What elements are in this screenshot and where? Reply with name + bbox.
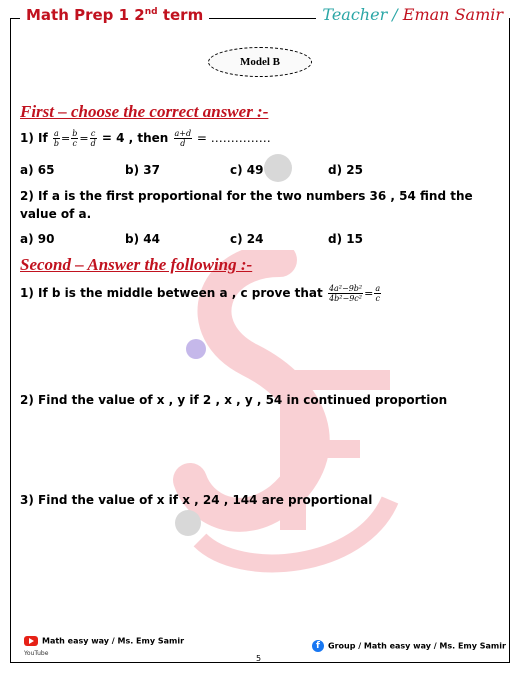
option-d[interactable]: d) 15 bbox=[328, 232, 363, 246]
youtube-channel[interactable]: Math easy way / Ms. Emy Samir bbox=[24, 636, 184, 646]
fraction-a-b: $\frac{a}{b}$ bbox=[53, 129, 59, 148]
page-number: 5 bbox=[256, 654, 262, 663]
youtube-icon bbox=[24, 636, 38, 646]
fraction-ad-d: $\frac{a+d}{d}$ bbox=[174, 129, 192, 148]
gray-dot bbox=[264, 154, 292, 182]
question-2-1: 1) If b is the middle between a , c prove that $\frac{\text{4a²−9b²}}{\text{4b²−9c²}}$ = $\frac{a}{c}$ bbox=[20, 284, 381, 303]
youtube-label: YouTube bbox=[24, 650, 49, 657]
fraction-lhs: $\frac{\text{4a²−9b²}}{\text{4b²−9c²}}$ bbox=[328, 284, 363, 303]
question-1-1: 1) If $\frac{a}{b}$ = $\frac{b}{c}$ = $\frac{c}{d}$ = 4 , then $\frac{a+d}{d}$ = …………… bbox=[20, 129, 271, 148]
question-1-2: 2) If a is the first proportional for the two numbers 36 , 54 find the value of a. bbox=[20, 189, 473, 221]
fraction-b-c: $\frac{b}{c}$ bbox=[72, 129, 78, 148]
option-c[interactable]: c) 49 bbox=[230, 163, 264, 177]
option-b[interactable]: b) 37 bbox=[125, 163, 160, 177]
section-second-title: Second – Answer the following :- bbox=[20, 255, 253, 274]
teacher-name: Teacher / Eman Samir bbox=[316, 5, 509, 24]
fraction-c-d: $\frac{c}{d}$ bbox=[90, 129, 96, 148]
question-2-3: 3) Find the value of x if x , 24 , 144 are proportional bbox=[20, 493, 373, 507]
option-a[interactable]: a) 65 bbox=[20, 163, 55, 177]
fraction-rhs: $\frac{a}{c}$ bbox=[375, 284, 381, 303]
model-badge: Model B bbox=[208, 47, 312, 77]
option-d[interactable]: d) 25 bbox=[328, 163, 363, 177]
option-b[interactable]: b) 44 bbox=[125, 232, 160, 246]
section-first-title: First – choose the correct answer :- bbox=[20, 102, 269, 121]
purple-dot bbox=[186, 339, 206, 359]
worksheet-title: Math Prep 1 2nd term bbox=[20, 6, 209, 24]
facebook-group[interactable]: f Group / Math easy way / Ms. Emy Samir bbox=[312, 640, 506, 652]
option-a[interactable]: a) 90 bbox=[20, 232, 55, 246]
question-2-2: 2) Find the value of x , y if 2 , x , y , 54 in continued proportion bbox=[20, 393, 448, 407]
option-c[interactable]: c) 24 bbox=[230, 232, 264, 246]
facebook-icon: f bbox=[312, 640, 324, 652]
gray-dot bbox=[175, 510, 201, 536]
